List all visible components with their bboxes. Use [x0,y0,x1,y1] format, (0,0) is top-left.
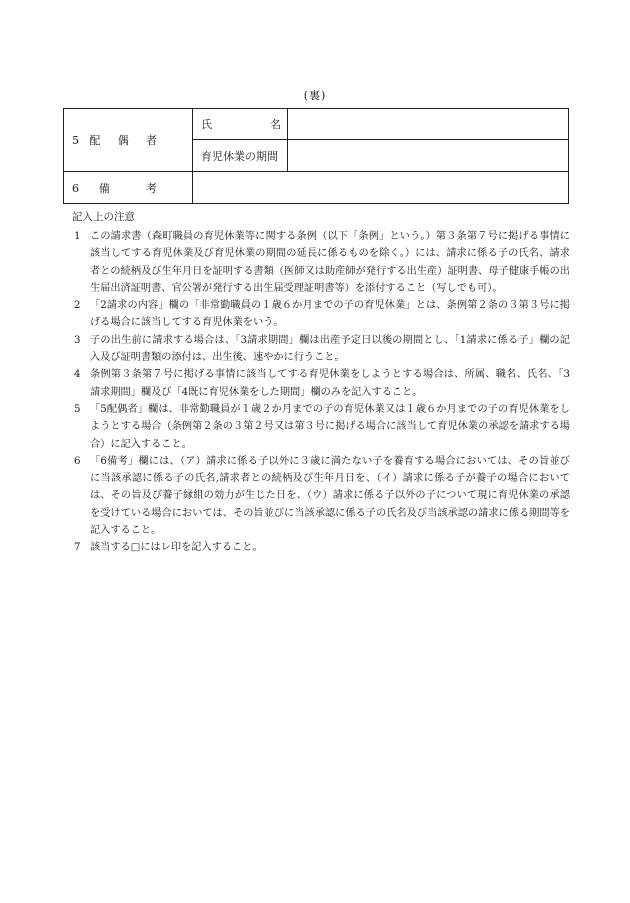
note-number: 7 [74,542,81,554]
note-item [74,366,570,401]
note-item [74,332,570,367]
spouse-remarks-table [63,108,569,204]
note-text: 「6備考」欄には、（ア）請求に係る子以外に３歳に満たない子を養育する場合においては、その旨並びに当該承認に係る子の氏名,請求者との続柄及び生年月日を、（イ）請求に係る子が養子の場合においては、その旨及び養子縁組の効力が生じた日を、（ウ）請求に係る子以外の子について現に育児休業の承認を受けている場合においては、その旨並びに当該承認に係る子の氏名及び当該承認の請求に係る期間等を記入すること。 [90,455,570,537]
note-item [74,539,570,556]
name-field[interactable] [288,109,569,140]
note-number: 2 [74,300,81,312]
note-text: 該当する□にはレ印を記入すること。 [90,542,263,554]
note-text: 「2請求の内容」欄の「非常勤職員の１歳６か月までの子の育児休業」とは、条例第２条の３第３号に掲げる場合に該当してする育児休業をいう。 [90,300,570,329]
name-label-cell: 氏 名 [193,109,288,140]
period-label-cell: 育児休業の期間 [193,140,288,172]
note-number: 4 [74,369,81,381]
note-number: 1 [74,231,81,242]
period-field[interactable] [288,140,569,172]
note-item [74,297,570,332]
note-item [74,228,570,297]
page-heading: (裏) [303,89,327,102]
note-item [74,401,570,453]
note-text: 「5配偶者」欄は、非常勤職員が１歳２か月までの子の育児休業又は１歳６か月までの子の育児休業をしようとする場合（条例第２条の３第２号又は第３号に掲げる場合に該当して育児休業の承認を請求する場合）に記入すること。 [90,403,570,450]
note-number: 6 [74,455,81,467]
spouse-section-label: 5 配 偶 者 [64,109,193,172]
remarks-field[interactable] [193,172,569,204]
note-item [74,453,570,539]
note-number: 5 [74,403,81,415]
note-text: 子の出生前に請求する場合は、「3請求期間」欄は出産予定日以後の期間とし、「1請求に係る子」欄の記入及び証明書類の添付は、出生後、速やかに行うこと。 [90,334,570,364]
notes-list [74,228,570,557]
note-number: 3 [74,334,81,346]
notes-title: 記入上の注意 [72,211,135,223]
note-text: 条例第３条第７号に掲げる事情に該当してする育児休業をしようとする場合は、所属、職名、氏名、「3請求期間」欄及び「4既に育児休業をした期間」欄のみを記入すること。 [90,369,570,398]
remarks-section-label: 6 備 考 [64,172,193,204]
note-text: この請求書（森町職員の育児休業等に関する条例（以下「条例」という。）第３条第７号に掲げる事情に該当してする育児休業及び育児休業の期間の延長に係るものを除く。）には、請求に係る子の氏名、請求者との続柄及び生年月日を証明する書類（医師又は助産師が発行する出生産）証明書、母子健康手帳の出生届出済証明書、官公署が発行する出生届受理証明書等）を添付すること（写しでも可）。 [90,231,570,294]
